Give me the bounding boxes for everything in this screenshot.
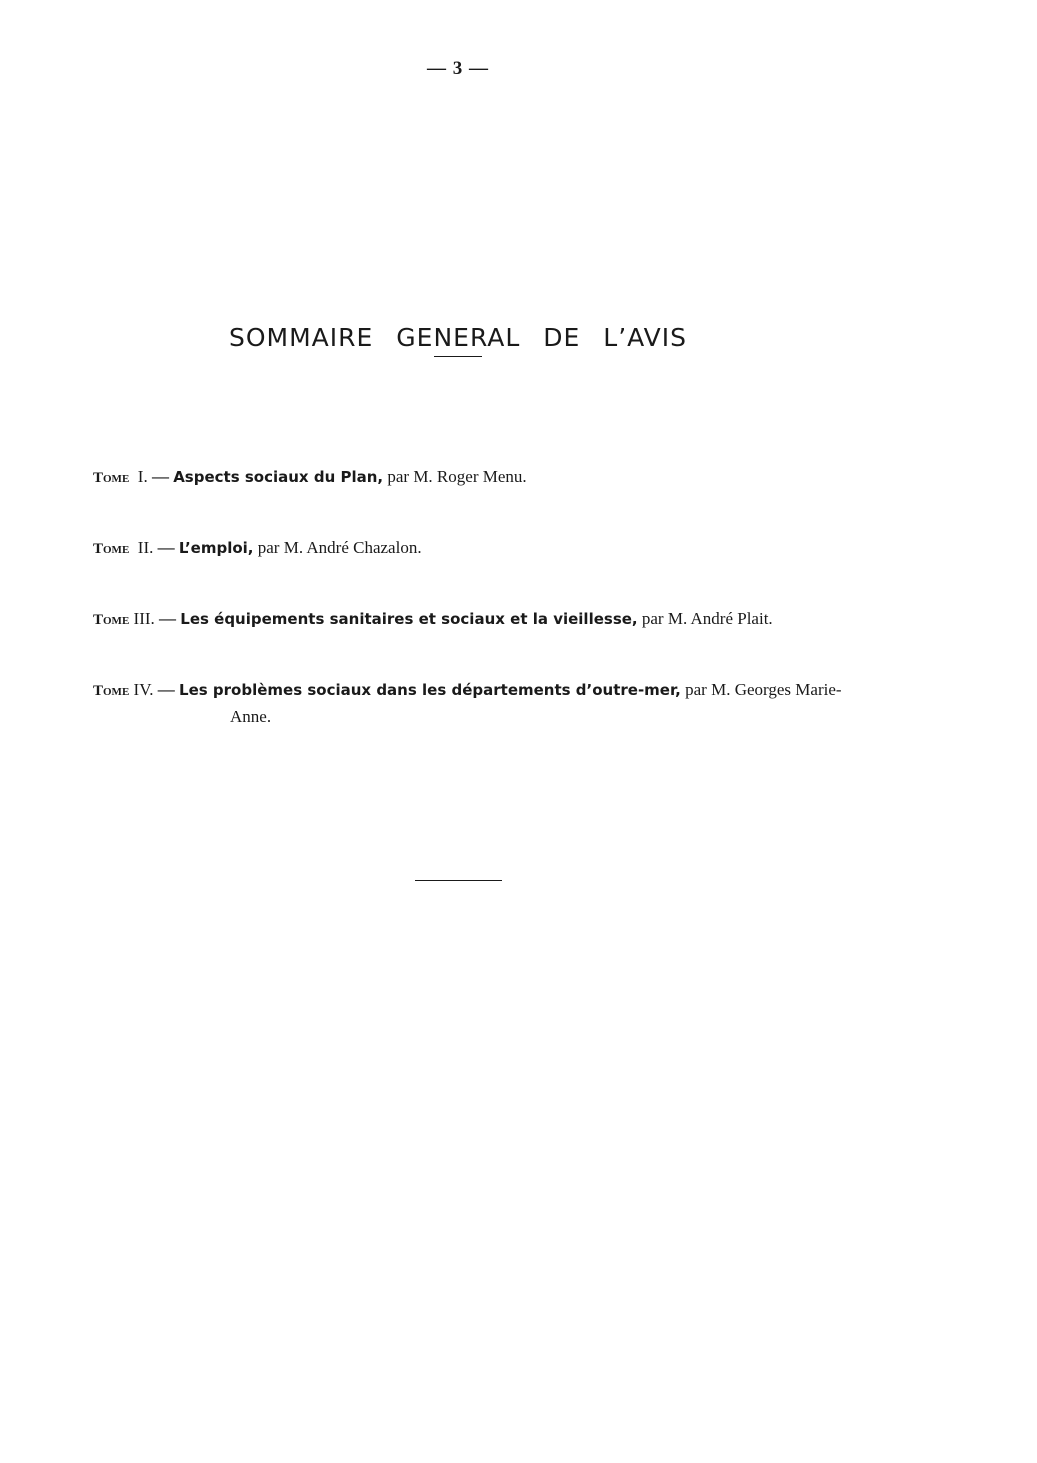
page-number: — 3 —	[427, 58, 489, 79]
summary-entry-tome-1	[93, 464, 853, 491]
entry-dash: —	[151, 467, 169, 486]
entry-author: par M. Roger Menu.	[387, 467, 527, 486]
tome-numeral: II.	[137, 538, 154, 557]
title-underline	[434, 356, 482, 357]
entry-subject: Les équipements sanitaires et sociaux et la vieillesse,	[180, 610, 638, 628]
tome-label: Tome	[93, 683, 130, 699]
closing-rule	[415, 880, 502, 881]
entry-dash: —	[159, 609, 177, 628]
tome-label: Tome	[93, 612, 130, 628]
summary-entry-tome-3	[93, 606, 853, 633]
entry-subject: Les problèmes sociaux dans les départements d’outre-mer,	[179, 681, 681, 699]
entry-subject: L’emploi,	[178, 539, 254, 557]
tome-numeral: III.	[133, 609, 155, 628]
entry-author: par M. André Plait.	[641, 609, 773, 628]
entry-author: par M. Georges Marie-Anne.	[230, 680, 842, 726]
entry-dash: —	[157, 680, 175, 699]
tome-numeral: IV.	[133, 680, 154, 699]
tome-label: Tome	[93, 541, 130, 557]
entry-subject: Aspects sociaux du Plan,	[173, 468, 384, 486]
entry-dash: —	[157, 538, 175, 557]
summary-entry-tome-2	[93, 535, 853, 562]
summary-list	[93, 464, 853, 773]
tome-numeral: I.	[137, 467, 148, 486]
tome-label: Tome	[93, 470, 130, 486]
summary-entry-tome-4	[93, 677, 853, 729]
page-title: SOMMAIRE GENERAL DE L’AVIS	[229, 322, 687, 352]
entry-author: par M. André Chazalon.	[257, 538, 422, 557]
